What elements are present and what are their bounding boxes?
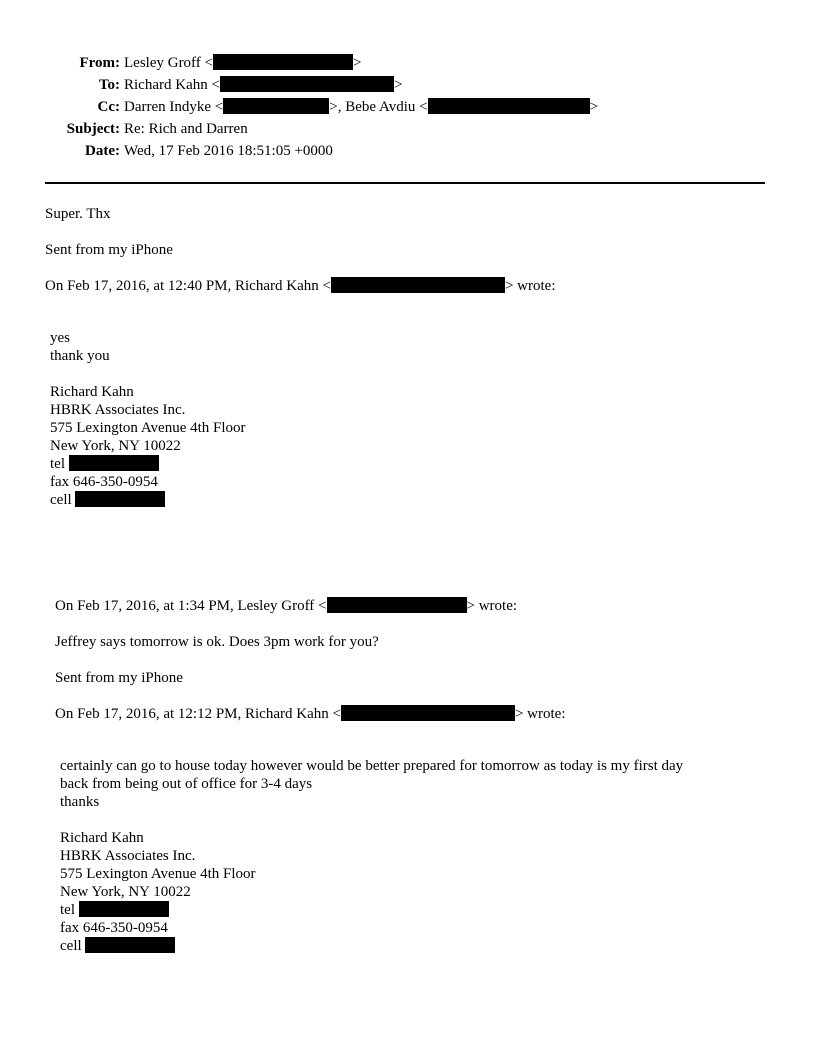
redaction-box xyxy=(79,901,169,917)
redaction-box xyxy=(223,98,329,114)
redaction-box xyxy=(75,491,165,507)
date-label: Date: xyxy=(85,143,120,159)
signature-address: 575 Lexington Avenue 4th Floor xyxy=(50,420,246,436)
cc-label: Cc: xyxy=(97,99,120,115)
date-value: Wed, 17 Feb 2016 18:51:05 +0000 xyxy=(124,143,333,159)
redaction-box xyxy=(85,937,175,953)
from-label: From: xyxy=(79,55,120,71)
redaction-box xyxy=(69,455,159,471)
redaction-box xyxy=(213,54,353,70)
signature-tel: tel xyxy=(50,455,159,473)
from-name: Lesley Groff xyxy=(124,55,201,71)
to-name: Richard Kahn xyxy=(124,77,208,93)
quote-header: On Feb 17, 2016, at 12:40 PM, Richard Kahn < > wrote: xyxy=(45,278,556,294)
signature-cell: cell xyxy=(50,491,165,509)
signature-fax: fax 646-350-0954 xyxy=(50,474,158,490)
redaction-box xyxy=(428,98,590,114)
redaction-box xyxy=(341,705,515,721)
message-line: Sent from my iPhone xyxy=(55,670,183,686)
subject-label: Subject: xyxy=(66,121,120,137)
cc-name-1: Darren Indyke xyxy=(124,99,212,115)
message-line: back from being out of office for 3-4 days xyxy=(60,776,313,792)
redaction-box xyxy=(220,76,394,92)
message-line: Super. Thx xyxy=(45,206,111,222)
message-line: Jeffrey says tomorrow is ok. Does 3pm work for you? xyxy=(55,634,379,650)
message-line: certainly can go to house today however would be better prepared for tomorrow as today is my first day xyxy=(60,758,684,774)
cc-value: Darren Indyke < >, Bebe Avdiu < > xyxy=(124,99,599,115)
message-line: thank you xyxy=(50,348,110,364)
from-value: Lesley Groff < > xyxy=(124,55,362,71)
signature-name: Richard Kahn xyxy=(50,384,134,400)
signature-fax: fax 646-350-0954 xyxy=(60,920,168,936)
header-divider xyxy=(45,182,765,184)
signature-tel: tel xyxy=(60,901,169,919)
message-line: yes xyxy=(50,330,70,346)
cc-name-2: Bebe Avdiu xyxy=(345,99,416,115)
signature-address: New York, NY 10022 xyxy=(50,438,181,454)
redaction-box xyxy=(327,597,467,613)
to-label: To: xyxy=(98,77,120,93)
signature-company: HBRK Associates Inc. xyxy=(60,848,196,864)
redaction-box xyxy=(331,277,505,293)
quote-header: On Feb 17, 2016, at 12:12 PM, Richard Kahn < > wrote: xyxy=(55,706,566,722)
signature-name: Richard Kahn xyxy=(60,830,144,846)
message-line: Sent from my iPhone xyxy=(45,242,173,258)
signature-company: HBRK Associates Inc. xyxy=(50,402,186,418)
message-line: thanks xyxy=(60,794,100,810)
signature-address: 575 Lexington Avenue 4th Floor xyxy=(60,866,256,882)
quote-header: On Feb 17, 2016, at 1:34 PM, Lesley Groff < > wrote: xyxy=(55,598,518,614)
signature-cell: cell xyxy=(60,937,175,955)
signature-address: New York, NY 10022 xyxy=(60,884,191,900)
to-value: Richard Kahn < > xyxy=(124,77,403,93)
subject-value: Re: Rich and Darren xyxy=(124,121,248,137)
